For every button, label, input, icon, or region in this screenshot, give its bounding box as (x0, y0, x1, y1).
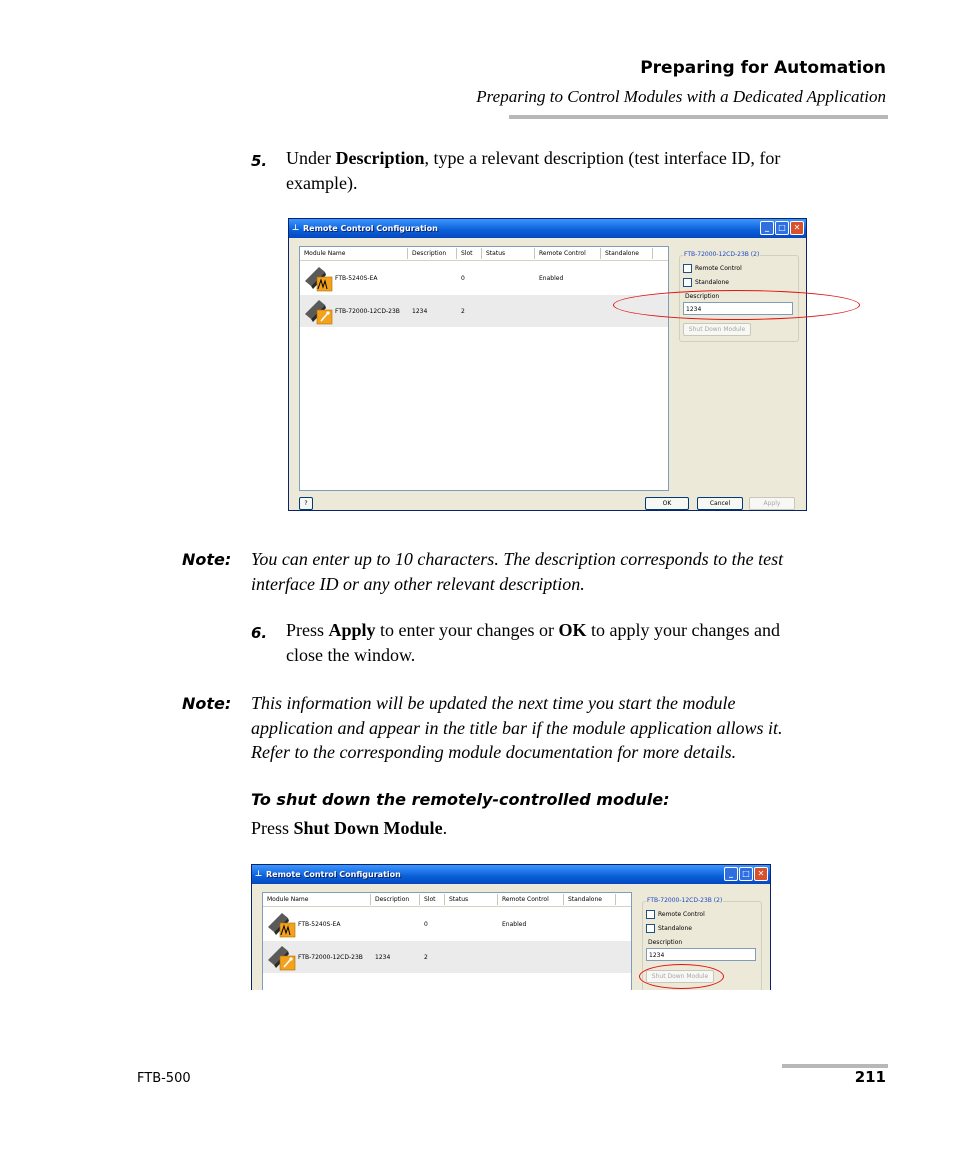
highlight-circle (613, 290, 860, 320)
standalone-checkbox[interactable] (683, 278, 692, 287)
description-label: Description (685, 293, 720, 300)
module-slot: 0 (461, 275, 465, 282)
apply-button[interactable]: Apply (749, 497, 795, 510)
col-description[interactable]: Description (412, 250, 447, 257)
col-module-name[interactable]: Module Name (267, 896, 309, 903)
module-remote-control: Enabled (502, 921, 527, 928)
table-row[interactable] (300, 262, 668, 294)
module-description: 1234 (375, 954, 391, 961)
note-1-label: Note: (182, 550, 232, 569)
term-description: Description (335, 148, 425, 168)
cancel-button[interactable]: Cancel (697, 497, 743, 510)
module-name: FTB-5240S-EA (335, 275, 378, 282)
col-remote-control[interactable]: Remote Control (502, 896, 549, 903)
procedure-title: To shut down the remotely-controlled module: (251, 790, 670, 809)
window-title: Remote Control Configuration (266, 870, 401, 879)
term-shut-down-module: Shut Down Module (293, 818, 443, 838)
maximize-icon[interactable]: □ (775, 221, 789, 235)
maximize-icon[interactable]: □ (739, 867, 753, 881)
col-slot[interactable]: Slot (461, 250, 473, 257)
tester-module-icon (303, 296, 333, 326)
minimize-icon[interactable]: _ (724, 867, 738, 881)
window-titlebar (252, 865, 770, 884)
close-icon[interactable]: ✕ (790, 221, 804, 235)
highlight-circle (639, 964, 724, 989)
close-icon[interactable]: ✕ (754, 867, 768, 881)
step-5-number: 5. (251, 152, 268, 170)
remote-control-checkbox[interactable] (646, 910, 655, 919)
module-list[interactable] (262, 892, 632, 990)
running-header-subtitle: Preparing to Control Modules with a Dedicated Application (476, 87, 886, 106)
shut-down-module-button[interactable]: Shut Down Module (683, 323, 751, 336)
step-6-number: 6. (251, 624, 268, 642)
term-apply: Apply (328, 620, 376, 640)
remote-control-label: Remote Control (695, 265, 742, 272)
minimize-icon[interactable]: _ (760, 221, 774, 235)
description-field[interactable]: 1234 (683, 302, 793, 315)
page-number: 211 (854, 1068, 886, 1086)
col-module-name[interactable]: Module Name (304, 250, 346, 257)
analyzer-module-icon (266, 909, 296, 939)
ok-button[interactable]: OK (645, 497, 689, 510)
col-standalone[interactable]: Standalone (568, 896, 602, 903)
analyzer-module-icon (303, 263, 333, 293)
table-row[interactable] (263, 908, 631, 940)
footer-product: FTB-500 (137, 1071, 191, 1086)
standalone-label: Standalone (695, 279, 729, 286)
step-5-text: Under Description, type a relevant description (test interface ID, for example). (286, 148, 781, 193)
window-titlebar (289, 219, 806, 238)
remote-control-checkbox[interactable] (683, 264, 692, 273)
col-slot[interactable]: Slot (424, 896, 436, 903)
note-1-text: You can enter up to 10 characters. The description corresponds to the test interface ID or any other relevant description. (251, 549, 784, 594)
col-status[interactable]: Status (486, 250, 506, 257)
table-row[interactable] (300, 295, 668, 327)
module-description: 1234 (412, 308, 428, 315)
module-slot: 0 (424, 921, 428, 928)
header-rule (509, 115, 888, 119)
col-description[interactable]: Description (375, 896, 410, 903)
note-2-label: Note: (182, 694, 232, 713)
app-icon: ⊥ (292, 223, 300, 232)
module-name: FTB-72000-12CD-23B (298, 954, 363, 961)
standalone-checkbox[interactable] (646, 924, 655, 933)
app-icon: ⊥ (255, 869, 263, 878)
remote-control-config-window (288, 218, 807, 511)
term-ok: OK (558, 620, 587, 640)
table-row[interactable] (263, 941, 631, 973)
running-header-title: Preparing for Automation (640, 58, 886, 78)
col-remote-control[interactable]: Remote Control (539, 250, 586, 257)
step-6-text: Press Apply to enter your changes or OK to apply your changes and close the window. (286, 620, 780, 665)
col-status[interactable]: Status (449, 896, 469, 903)
module-list-header (263, 893, 631, 907)
tester-module-icon (266, 942, 296, 972)
col-standalone[interactable]: Standalone (605, 250, 639, 257)
shut-down-module-button[interactable]: Shut Down Module (646, 970, 714, 983)
standalone-label: Standalone (658, 925, 692, 932)
module-slot: 2 (461, 308, 465, 315)
module-remote-control: Enabled (539, 275, 564, 282)
remote-control-label: Remote Control (658, 911, 705, 918)
help-button[interactable]: ? (299, 497, 313, 510)
procedure-text: Press Shut Down Module. (251, 818, 448, 838)
module-list-header (300, 247, 668, 261)
module-list[interactable] (299, 246, 669, 491)
group-title: FTB-72000-12CD-23B (2) (684, 251, 760, 258)
group-title: FTB-72000-12CD-23B (2) (647, 897, 723, 904)
description-field[interactable]: 1234 (646, 948, 756, 961)
module-slot: 2 (424, 954, 428, 961)
module-name: FTB-5240S-EA (298, 921, 341, 928)
module-name: FTB-72000-12CD-23B (335, 308, 400, 315)
window-title: Remote Control Configuration (303, 224, 438, 233)
description-label: Description (648, 939, 683, 946)
note-2-text: This information will be updated the next time you start the module application and appear in the title bar if the module application allows it. Refer to the corresponding module documentation for more details. (251, 693, 783, 762)
